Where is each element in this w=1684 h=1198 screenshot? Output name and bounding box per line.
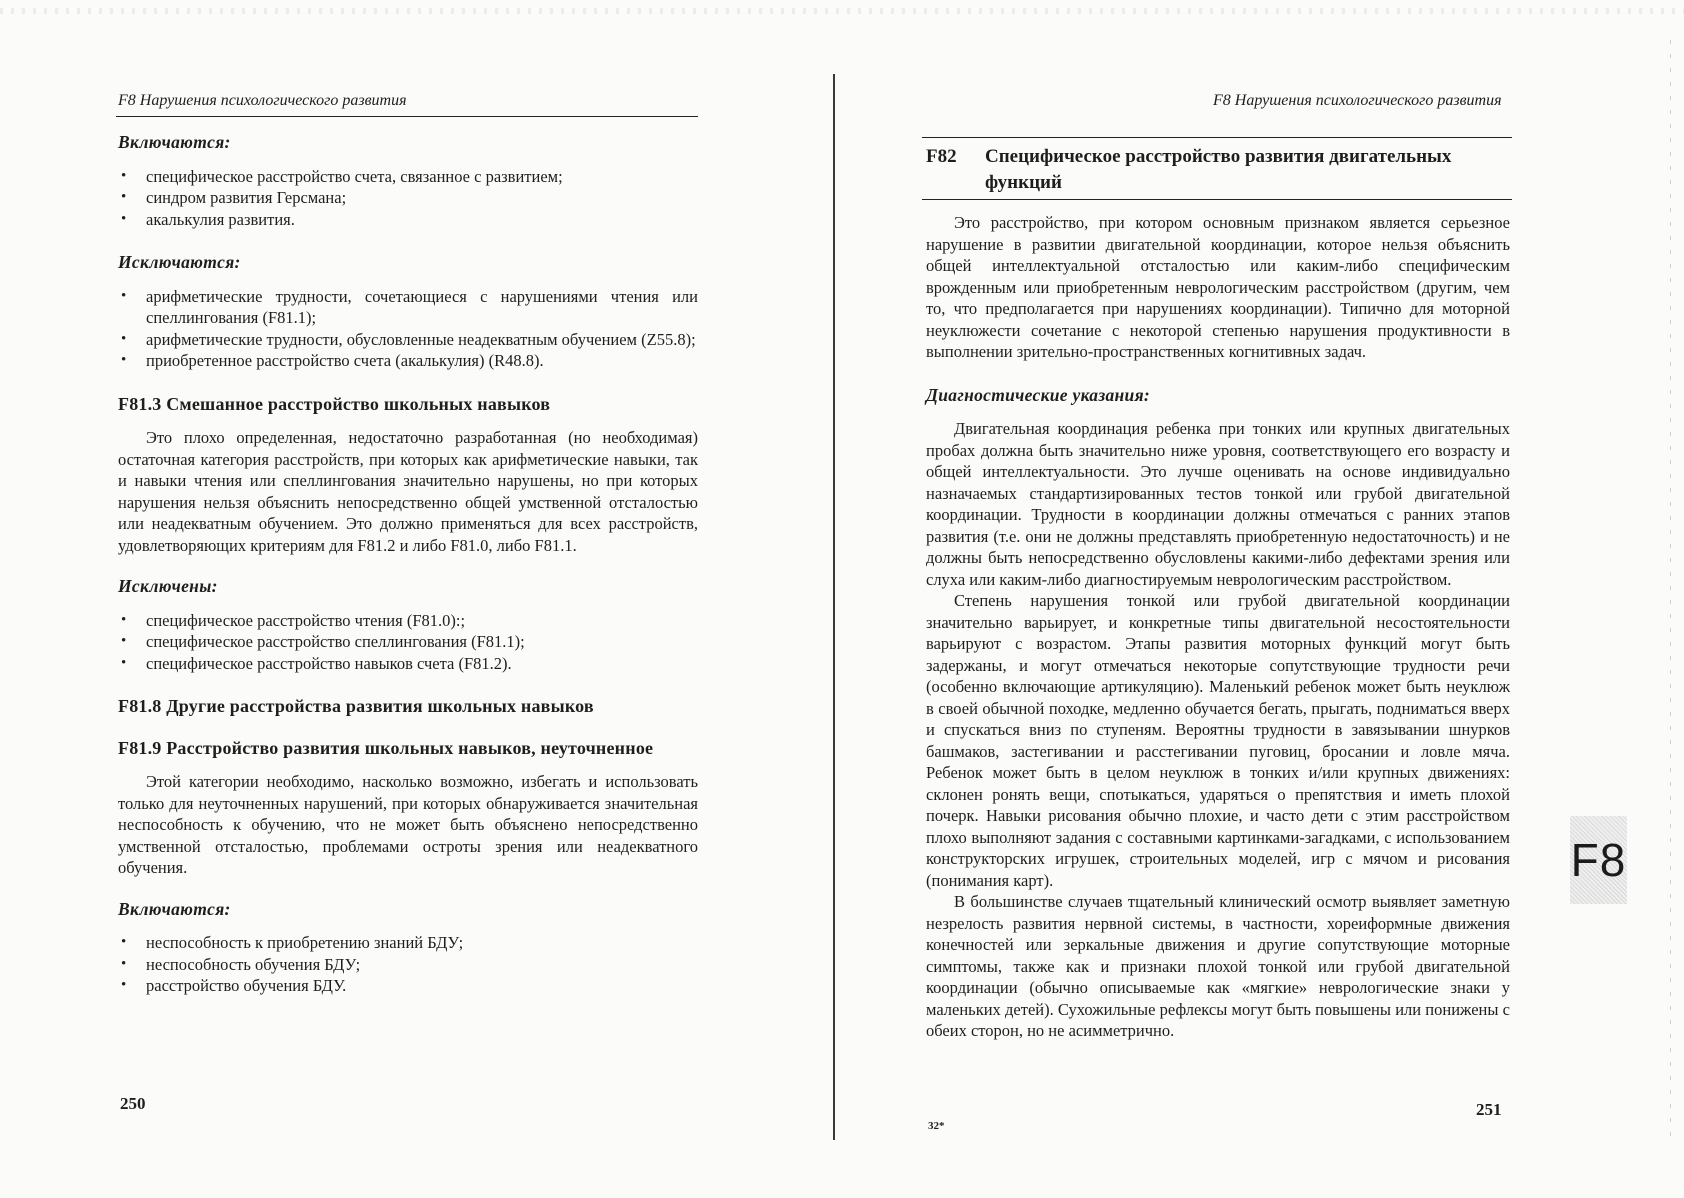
running-head: F8 Нарушения психологического развития	[118, 92, 407, 109]
excluded-list	[118, 286, 698, 372]
excluded-title: Исключаются:	[118, 252, 241, 272]
right-page	[838, 0, 1684, 1198]
paragraph-f813: Это плохо определенная, недостаточно разработанная (но необходимая) остаточная категория расстройств, при которых как арифметические навыки, так и навыки чтения или спеллингования значительно нарушены, но при которых нарушения нельзя объяснить непосредственно общей умственной отсталостью или неадекватным обучением. Это должно применяться для всех расстройств, удовлетворяющих критериям для F81.2 и либо F81.0, либо F81.1.	[118, 428, 698, 555]
right-content	[926, 212, 1510, 1042]
paragraph-f819: Этой категории необходимо, насколько возможно, избегать и использовать только для неуточненных нарушений, при которых обнаруживается значительная неспособность к обучению, что не может быть объяснено непосредственно умственной отсталостью, проблемами остроты зрения или неадекватного обучения.	[118, 772, 698, 877]
chapter-tab-label: F8	[1570, 834, 1627, 886]
section-title: Специфическое расстройство развития двигательных функций	[985, 146, 1452, 193]
section-code: F82	[926, 146, 957, 167]
excluded-title: Исключены:	[118, 576, 218, 596]
diagnostic-paragraph: Степень нарушения тонкой или грубой двигательной координации значительно варьирует, и конкретные типы двигательной несостоятельности варьируют с возрастом. Этапы развития моторных функций могут быть задержаны, и могут отмечаться некоторые сопутствующие трудности речи (особенно включающие артикуляцию). Маленький ребенок может быть неуклюж в своей обычной походке, медленно обучается бегать, прыгать, подниматься вверх и спускаться вниз по ступеням. Вероятны трудности в завязывании шнурков башмаков, застегивании и расстегивании пуговиц, бросании и ловле мяча. Ребенок может быть в целом неуклюж в тонких и/или крупных движениях: склонен ронять вещи, спотыкаться, ударяться о препятствия и иметь плохой почерк. Навыки рисования обычно плохие, и часто дети с этим расстройством плохо выполняют задания с составными картинками-загадками, с использованием конструкторских игрушек, строительных моделей, игр с мячом и рисования (понимания карт).	[926, 591, 1510, 890]
list-item: • неспособность к приобретению знаний БДУ;	[118, 932, 698, 954]
list-item: • расстройство обучения БДУ.	[118, 975, 698, 997]
page-number: 250	[120, 1094, 146, 1113]
included-list	[118, 932, 698, 997]
list-item: • специфическое расстройство счета, связанное с развитием;	[118, 166, 698, 188]
excluded-list	[118, 610, 698, 675]
section-title-f813: F81.3 Смешанное расстройство школьных навыков	[118, 393, 551, 414]
list-item: • неспособность обучения БДУ;	[118, 954, 698, 976]
page-number: 251	[1476, 1100, 1502, 1119]
diagnostic-paragraph: Двигательная координация ребенка при тонких или крупных двигательных пробах должна быть значительно ниже уровня, соответствующего его возрасту и общей интеллектуальности. Это лучше оценивать на основе индивидуально назначаемых стандартизированных тестов тонкой или грубой двигательной координации. Трудности в координации должны отмечаться с ранних этапов развития (т.е. они не должны представлять приобретенную недостаточность) и не должны быть непосредственно обусловлены какими-либо дефектами зрения или слуха или каким-либо диагностируемым неврологическим расстройством.	[926, 419, 1510, 589]
section-title-f818: F81.8 Другие расстройства развития школьных навыков	[118, 696, 594, 716]
list-item: • синдром развития Герсмана;	[118, 187, 698, 209]
paragraph-f82: Это расстройство, при котором основным признаком является серьезное нарушение в развитии двигательной координации, которое нельзя объяснить общей интеллектуальной отсталостью или каким-либо специфическим врожденным или приобретенным неврологическим расстройством (другим, чем то, что предполагается при нарушениях координации). Типично для моторной неуклюжести сочетание с некоторой степенью нарушения продуктивности в выполнении зрительно-пространственных когнитивных задач.	[926, 213, 1510, 361]
list-item: • арифметические трудности, обусловленные неадекватным обучением (Z55.8);	[118, 329, 698, 351]
left-page	[0, 0, 830, 1198]
list-item: • арифметические трудности, сочетающиеся с нарушениями чтения или спеллингования (F81.1);	[118, 286, 698, 329]
heading-rule	[922, 199, 1512, 200]
section-heading-f82	[926, 144, 1512, 196]
included-title: Включаются:	[118, 898, 231, 919]
diagnostic-paragraph: В большинстве случаев тщательный клинический осмотр выявляет заметную незрелость развития нервной системы, в частности, хореиформные движения конечностей или зеркальные движения и другие сопутствующие моторные симптомы, также как и признаки плохой тонкой или грубой двигательной координации (обычно описываемые как «мягкие» неврологические знаки у маленьких детей). Сухожильные рефлексы могут быть повышены или понижены с обеих сторон, но не асимметрично.	[926, 892, 1510, 1040]
list-item: • приобретенное расстройство счета (акалькулия) (R48.8).	[118, 350, 698, 372]
diagnostic-title: Диагностические указания:	[926, 384, 1151, 405]
list-item: • акалькулия развития.	[118, 209, 698, 231]
chapter-thumb-tab	[1570, 816, 1627, 904]
book-spine	[833, 74, 835, 1140]
list-item: • специфическое расстройство спеллингования (F81.1);	[118, 631, 698, 653]
signature-mark: 32*	[928, 1120, 945, 1132]
running-head: F8 Нарушения психологического развития	[1213, 92, 1502, 109]
list-item: • специфическое расстройство чтения (F81.0):;	[118, 610, 698, 632]
section-title-f819: F81.9 Расстройство развития школьных навыков, неуточненное	[118, 737, 654, 758]
included-title: Включаются:	[118, 132, 231, 152]
header-rule	[116, 116, 698, 117]
header-rule	[922, 137, 1512, 138]
list-item: • специфическое расстройство навыков счета (F81.2).	[118, 653, 698, 675]
left-content	[118, 132, 698, 997]
included-list	[118, 166, 698, 231]
